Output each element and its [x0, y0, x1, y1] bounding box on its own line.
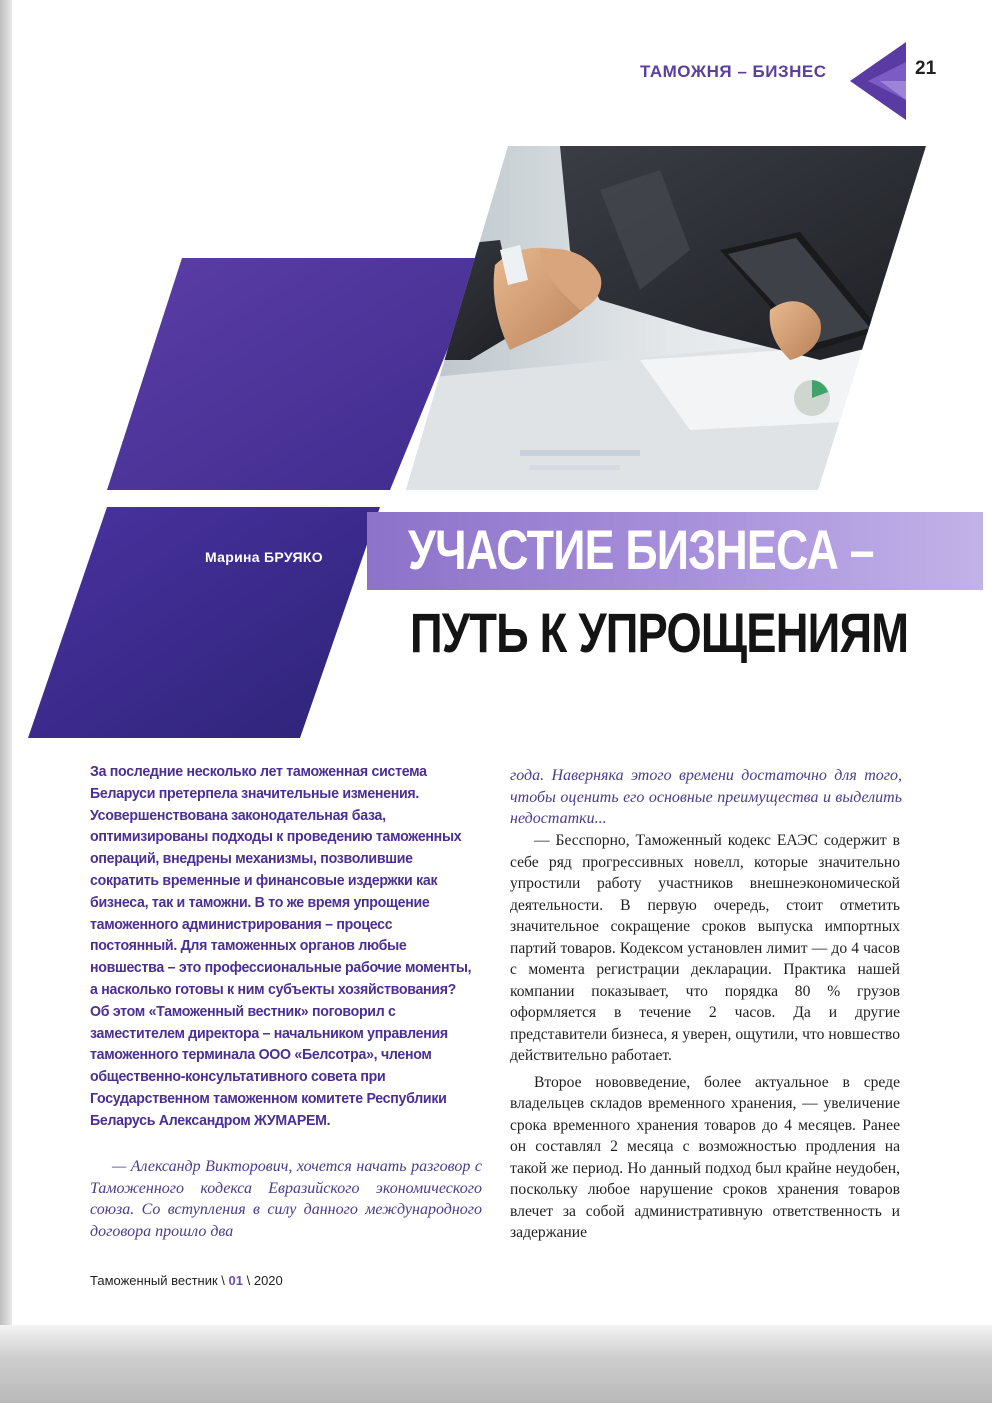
article-title-line2: ПУТЬ К УПРОЩЕНИЯМ [410, 601, 909, 664]
answer-column [510, 830, 900, 1249]
interview-question-end: года. Наверняка этого времени достаточно для того, чтобы оценить его основные преимущества и выделить недостатки... [510, 767, 902, 827]
scan-edge-bottom [0, 1325, 992, 1403]
interview-question-start: — Александр Викторович, хочется начать разговор с Таможенного кодекса Евразийского экономического союза. Со вступления в силу данного международного договора прошло два [90, 1158, 482, 1240]
footer-separator: \ [217, 1273, 229, 1288]
answer-paragraph-1: — Бесспорно, Таможенный кодекс ЕАЭС содержит в себе ряд прогрессивных новелл, которые значительно упростили работу участников внешнеэкономической деятельности. В первую очередь, стоит отметить значительное сокращение сроков выпуска импортных партий товаров. Кодексом установлен лимит — до 4 часов с момента регистрации декларации. Практика нашей компании показывает, что порядка 80 % грузов оформляется в течение 2 часов. Да и другие представители бизнеса, я уверен, ощутили, что новшество действительно работает. [510, 832, 900, 1064]
author-name: Марина БРУЯКО [205, 549, 323, 565]
page-number: 21 [915, 58, 937, 79]
footer-separator: \ [243, 1273, 254, 1288]
page-footer [90, 1273, 283, 1288]
issue-number: 01 [228, 1273, 243, 1288]
article-title-line1: УЧАСТИЕ БИЗНЕСА – [408, 518, 874, 581]
lead-paragraph: За последние несколько лет таможенная система Беларуси претерпела значительные изменения. Усовершенствована законодательная база, оптимизированы подходы к проведению таможенных операций, внедрены механизмы, позволившие сократить временные и финансовые издержки как бизнеса, так и таможни. В то же время упрощение таможенного администрирования – процесс постоянный. Для таможенных органов любые новшества – это профессиональные рабочие моменты, а насколько готовы к ним субъекты хозяйствования? Об этом «Таможенный вестник» поговорил с заместителем директора – начальником управления таможенного терминала ООО «Белсотра», членом общественно-консультативного совета при Государственном таможенном комитете Республики Беларусь Александром ЖУМАРЕМ. [90, 764, 472, 1129]
magazine-name: Таможенный вестник [90, 1273, 218, 1288]
issue-year: 2020 [253, 1273, 283, 1288]
answer-paragraph-2: Второе нововведение, более актуальное в среде владельцев складов временного хранения, — увеличение срока временного хранения товаров до 4 месяцев. Ранее он составлял 2 месяца с возможностью продления на такой же период. Но данный подход был крайне неудобен, поскольку любое нарушение сроков хранения товаров влечет за собой административную ответственность и задержание [510, 1073, 900, 1241]
purple-block-lower [28, 507, 380, 738]
section-label: ТАМОЖНЯ – БИЗНЕС [640, 62, 827, 81]
handshake-photo [400, 140, 940, 500]
